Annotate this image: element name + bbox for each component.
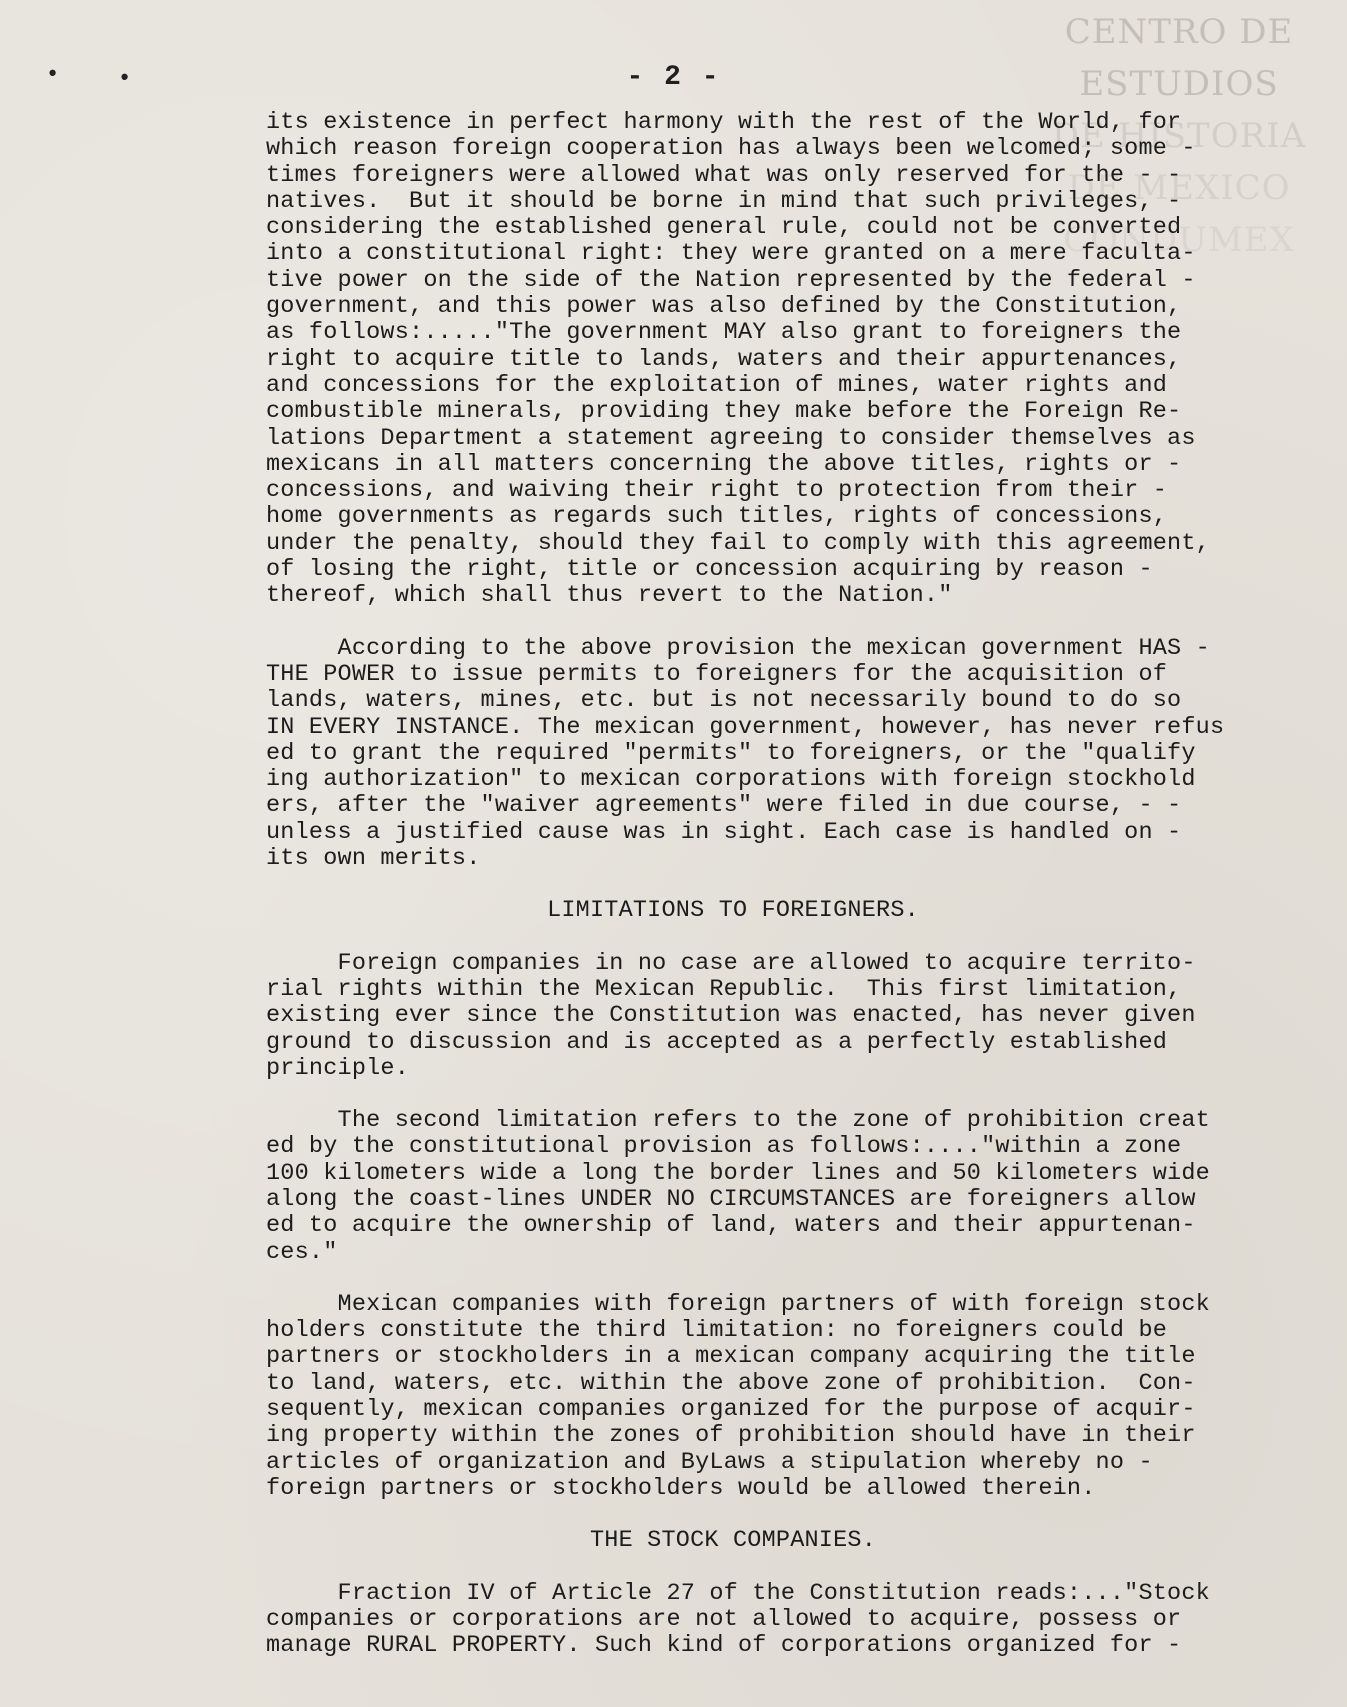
- body-paragraph: Mexican companies with foreign partners of with foreign stock holders constitute the third limitation: no foreigners could be partners or stockholders in a mexican company acquiring the title to land, waters, etc. within the above zone of prohibition. Con- sequently, mexican companies organized for the purpose of acquir- ing property within the zones of prohibition should have in their articles of organization and ByLaws a stipulation whereby no - foreign partners or stockholders would be allowed therein.: [266, 1290, 1210, 1502]
- watermark-line: CONDUMEX: [1063, 220, 1295, 260]
- body-paragraph: According to the above provision the mexican government HAS - THE POWER to issue permits to foreigners for the acquisition of lands, waters, mines, etc. but is not necessarily bound to do so IN EVERY INSTANCE. The mexican government, however, has never refus ed to grant the required "permits" to foreigners, or the "qualify ing authorization" to mexican corporations with foreign stockhold ers, after the "waiver agreements" were filed in due course, - - unless a justified cause was in sight. Each case is handled on - its own merits.: [266, 634, 1225, 873]
- section-heading-stock-companies: THE STOCK COMPANIES.: [589, 1527, 877, 1555]
- page-number: - 2 -: [626, 62, 721, 93]
- margin-mark: •: [46, 62, 60, 87]
- body-paragraph: its existence in perfect harmony with the rest of the World, for which reason foreign cooperation has always been welcomed; some - times foreigners were allowed what was only reserved for the - - natives. But it should be borne in mind that such privileges, - considering the established general rule, could not be converted into a constitutional right: they were granted on a mere faculta- tive power on the side of the Nation represented by the federal - government, and this power was also defined by the Constitution, as follows:....."The government MAY also grant to foreigners the right to acquire title to lands, waters and their appurtenances, and concessions for the exploitation of mines, water rights and combustible minerals, providing they make before the Foreign Re- lations Department a statement agreeing to consider themselves as mexicans in all matters concerning the above titles, rights or - concessions, and waiving their right to protection from their - home governments as regards such titles, rights of concessions, under the penalty, should they fail to comply with this agreement, of losing the right, title or concession acquiring by reason - thereof, which shall thus revert to the Nation.": [266, 109, 1210, 610]
- margin-mark: •: [118, 66, 132, 91]
- watermark-line: DE HISTORIA: [1051, 116, 1307, 156]
- watermark-line: DE MEXICO: [1067, 168, 1291, 208]
- body-paragraph: Fraction IV of Article 27 of the Constitution reads:..."Stock companies or corporations are not allowed to acquire, possess or manage RURAL PROPERTY. Such kind of corporations organized for -: [266, 1579, 1210, 1660]
- watermark-line: ESTUDIOS: [1079, 64, 1279, 104]
- watermark-line: CENTRO DE: [1064, 12, 1294, 52]
- body-paragraph: The second limitation refers to the zone of prohibition creat ed by the constitutional provision as follows:...."within a zone 100 kilometers wide a long the border lines and 50 kilometers wide along the coast-lines UNDER NO CIRCUMSTANCES are foreigners allow ed to acquire the ownership of land, waters and their appurtenan- ces.": [266, 1107, 1210, 1266]
- document-body: [266, 110, 1330, 1659]
- body-paragraph: Foreign companies in no case are allowed to acquire territo- rial rights within the Mexican Republic. This first limitation, existing ever since the Constitution was enacted, has never given ground to discussion and is accepted as a perfectly established principle.: [266, 949, 1196, 1082]
- section-heading-limitations: LIMITATIONS TO FOREIGNERS.: [547, 897, 919, 925]
